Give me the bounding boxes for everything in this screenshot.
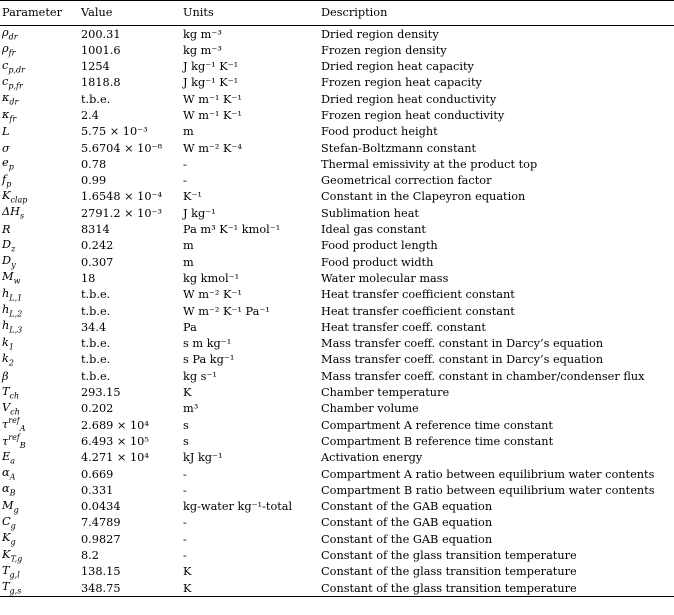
units-cell: kg-water kg⁻¹-total	[183, 500, 293, 514]
symbol-subscript: B	[19, 440, 26, 450]
table-row	[0, 336, 674, 352]
symbol-subscript: A	[19, 424, 26, 434]
symbol-base: T	[2, 580, 10, 594]
symbol-subscript: ch	[9, 390, 20, 400]
value-cell: 0.242	[81, 239, 114, 253]
table-row	[0, 75, 674, 91]
symbol-base: ρ	[2, 42, 9, 56]
header-units: Units	[181, 1, 319, 26]
value-cell: 0.99	[81, 174, 107, 188]
description-cell: Food product width	[321, 255, 434, 269]
parameter-symbol	[0, 499, 79, 515]
value-cell: 1.6548 × 10⁻⁴	[81, 190, 163, 204]
symbol-base: σ	[2, 141, 10, 155]
table-row	[0, 580, 674, 597]
description-cell: Constant of the GAB equation	[321, 516, 493, 530]
symbol-subscript: A	[9, 472, 16, 482]
value-cell: 1254	[81, 60, 110, 74]
table-row	[0, 499, 674, 515]
description-cell: Thermal emissivity at the product top	[321, 157, 538, 171]
units-cell: K	[181, 580, 319, 597]
description-cell: Frozen region heat capacity	[321, 76, 482, 90]
units-cell: kJ kg⁻¹	[183, 451, 223, 465]
header-value: Value	[79, 1, 181, 26]
symbol-base: k	[2, 351, 9, 365]
table-row	[0, 450, 674, 466]
parameter-symbol	[0, 156, 79, 172]
units-cell: -	[183, 467, 187, 481]
symbol-subscript: fr	[9, 113, 17, 123]
description-cell: Constant in the Clapeyron equation	[321, 190, 526, 204]
table-row	[0, 26, 674, 43]
value-cell: 138.15	[81, 565, 121, 579]
units-cell: -	[183, 157, 187, 171]
symbol-superscript: ref	[8, 417, 20, 426]
parameter-symbol	[0, 433, 79, 449]
symbol-subscript: z	[11, 244, 16, 254]
description-cell: Heat transfer coefficient constant	[321, 288, 515, 302]
symbol-base: e	[2, 156, 9, 170]
parameter-symbol	[0, 531, 79, 547]
value-cell: 2791.2 × 10⁻³	[81, 206, 163, 220]
table-row	[0, 156, 674, 172]
units-cell: s m kg⁻¹	[183, 337, 232, 351]
table-row	[0, 319, 674, 335]
symbol-base: R	[2, 223, 11, 237]
value-cell: 0.78	[81, 157, 107, 171]
value-cell: t.b.e.	[81, 369, 111, 383]
table-row	[0, 303, 674, 319]
table-row	[0, 238, 674, 254]
table-row	[0, 124, 674, 140]
symbol-base: f	[2, 172, 7, 186]
value-cell: 1818.8	[81, 76, 121, 90]
symbol-subscript: a	[10, 455, 16, 465]
table-row	[0, 91, 674, 107]
parameter-symbol	[0, 91, 79, 107]
value-cell: 1001.6	[81, 43, 121, 57]
symbol-subscript: 2	[8, 358, 14, 368]
units-cell: -	[183, 483, 187, 497]
description-cell: Dried region density	[321, 27, 439, 41]
description-cell: Mass transfer coeff. constant in chamber/condenser flux	[321, 369, 645, 383]
symbol-base: κ	[2, 107, 10, 121]
symbol-base: h	[2, 303, 10, 317]
description-cell: Heat transfer coefficient constant	[321, 304, 515, 318]
table-row	[0, 59, 674, 75]
symbol-base: L	[2, 125, 10, 139]
header-description: Description	[319, 1, 674, 26]
symbol-subscript: T,g	[10, 553, 23, 563]
symbol-subscript: fr	[8, 48, 16, 58]
description-cell: Mass transfer coeff. constant in Darcy’s equation	[321, 353, 604, 367]
symbol-base: T	[2, 384, 10, 398]
parameter-symbol	[0, 140, 79, 156]
description-cell: Chamber temperature	[321, 386, 450, 400]
value-cell: 0.9827	[81, 532, 121, 546]
parameter-symbol	[0, 124, 79, 140]
units-cell: W m⁻¹ K⁻¹	[183, 92, 242, 106]
symbol-subscript: g,s	[9, 586, 22, 596]
value-cell: 8.2	[81, 549, 99, 562]
description-cell: Frozen region heat conductivity	[321, 108, 505, 122]
parameter-symbol	[0, 42, 79, 58]
description-cell: Constant of the GAB equation	[321, 500, 493, 514]
symbol-base: h	[2, 319, 10, 333]
parameter-symbol	[0, 548, 79, 564]
units-cell: K	[183, 565, 192, 579]
table-row	[0, 368, 674, 384]
value-cell: 6.493 × 10⁵	[81, 434, 149, 448]
units-cell: m	[183, 255, 194, 269]
symbol-subscript: g	[10, 521, 16, 531]
symbol-subscript: p,dr	[8, 64, 25, 74]
symbol-base: c	[2, 58, 9, 72]
symbol-subscript: y	[11, 260, 16, 270]
symbol-base: K	[2, 547, 11, 561]
table-row	[0, 254, 674, 270]
value-cell: 0.331	[81, 483, 114, 497]
units-cell: kg s⁻¹	[183, 369, 217, 383]
parameter-symbol	[0, 319, 79, 335]
symbol-base: c	[2, 74, 9, 88]
value-cell: 0.202	[81, 402, 114, 416]
units-cell: s	[183, 418, 189, 432]
table-row	[0, 205, 674, 221]
description-cell: Sublimation heat	[321, 206, 419, 220]
symbol-subscript: B	[9, 488, 16, 498]
symbol-subscript: L,1	[9, 293, 23, 303]
parameter-symbol	[0, 59, 79, 75]
parameter-symbol	[0, 580, 79, 597]
units-cell: J kg⁻¹ K⁻¹	[183, 60, 239, 74]
parameter-symbol	[0, 75, 79, 91]
symbol-subscript: 1	[8, 341, 14, 351]
table-row	[0, 287, 674, 303]
units-cell: W m⁻¹ K⁻¹	[183, 108, 242, 122]
parameter-symbol	[0, 564, 79, 580]
value-cell: 348.75	[79, 580, 181, 597]
description-cell: Compartment A reference time constant	[321, 418, 553, 432]
parameter-symbol	[0, 368, 79, 384]
symbol-base: τ	[2, 418, 9, 432]
value-cell: 2.4	[81, 108, 99, 122]
description-cell: Water molecular mass	[321, 271, 449, 285]
header-row	[0, 1, 674, 26]
value-cell: 8314	[81, 223, 110, 237]
symbol-base: K	[2, 531, 11, 545]
symbol-subscript: g	[10, 537, 16, 547]
table-row	[0, 515, 674, 531]
units-cell: J kg⁻¹ K⁻¹	[183, 76, 239, 90]
value-cell: 18	[81, 271, 96, 285]
value-cell: 4.271 × 10⁴	[81, 451, 149, 465]
units-cell: -	[183, 174, 187, 188]
units-cell: W m⁻² K⁻¹	[183, 288, 242, 302]
units-cell: -	[183, 532, 187, 546]
symbol-base: h	[2, 286, 10, 300]
symbol-base: M	[2, 498, 14, 512]
description-cell: Compartment A ratio between equilibrium water contents	[321, 467, 655, 481]
parameter-symbol	[0, 254, 79, 270]
value-cell: t.b.e.	[81, 337, 111, 351]
value-cell: 2.689 × 10⁴	[81, 418, 149, 432]
parameter-symbol	[0, 189, 79, 205]
symbol-subscript: ch	[10, 407, 20, 417]
table-row	[0, 107, 674, 123]
symbol-base: E	[2, 449, 11, 463]
units-cell: -	[183, 516, 187, 530]
header-parameter: Parameter	[0, 1, 79, 26]
description-cell: Geometrical correction factor	[321, 174, 492, 188]
value-cell: 200.31	[81, 27, 121, 41]
symbol-base: τ	[2, 434, 9, 448]
symbol-subscript: dr	[9, 97, 19, 107]
symbol-subscript: g	[13, 504, 19, 514]
units-cell: J kg⁻¹	[183, 206, 216, 220]
parameter-symbol	[0, 450, 79, 466]
symbol-base: C	[2, 514, 11, 528]
parameter-symbol	[0, 303, 79, 319]
symbol-subscript: L,2	[9, 309, 23, 319]
value-cell: 5.75 × 10⁻³	[81, 125, 148, 139]
symbol-base: K	[2, 188, 11, 202]
table-row	[0, 189, 674, 205]
units-cell: -	[183, 549, 187, 562]
symbol-base: κ	[2, 91, 10, 105]
value-cell: t.b.e.	[81, 288, 111, 302]
value-cell: 7.4789	[81, 516, 121, 530]
table-row	[0, 222, 674, 238]
table-row	[0, 564, 674, 580]
symbol-base: M	[2, 270, 14, 284]
units-cell: Pa	[183, 320, 197, 334]
units-cell: s	[183, 434, 189, 448]
parameter-symbol	[0, 515, 79, 531]
parameter-symbol	[0, 417, 79, 433]
parameter-symbol	[0, 173, 79, 189]
units-cell: m³	[183, 402, 199, 416]
table-row	[0, 531, 674, 547]
description-cell: Constant of the GAB equation	[321, 532, 493, 546]
symbol-base: k	[2, 335, 9, 349]
description-cell: Heat transfer coeff. constant	[321, 320, 486, 334]
description-cell: Frozen region density	[321, 43, 447, 57]
units-cell: kg m⁻³	[183, 27, 222, 41]
symbol-subscript: s	[20, 211, 25, 221]
parameter-symbol	[0, 287, 79, 303]
symbol-base: T	[2, 563, 10, 577]
table-row	[0, 270, 674, 286]
table-body	[0, 26, 674, 597]
value-cell: 0.669	[81, 467, 114, 481]
table-row	[0, 433, 674, 449]
parameter-symbol	[0, 238, 79, 254]
symbol-base: D	[2, 254, 12, 268]
symbol-base: V	[2, 400, 11, 414]
description-cell: Dried region heat conductivity	[321, 92, 497, 106]
value-cell: t.b.e.	[81, 92, 111, 106]
parameter-symbol	[0, 222, 79, 238]
units-cell: kg kmol⁻¹	[183, 271, 240, 285]
symbol-base: β	[2, 369, 9, 383]
value-cell: 5.6704 × 10⁻⁸	[81, 141, 163, 155]
value-cell: 293.15	[81, 386, 121, 400]
units-cell: W m⁻² K⁻⁴	[183, 141, 242, 155]
units-cell: m	[183, 239, 194, 253]
symbol-base: ρ	[2, 26, 9, 40]
symbol-base: α	[2, 466, 10, 480]
description-cell: Dried region heat capacity	[321, 60, 474, 74]
units-cell: s Pa kg⁻¹	[183, 353, 235, 367]
parameter-symbol	[0, 26, 79, 43]
table-row	[0, 548, 674, 564]
table-row	[0, 401, 674, 417]
table-row	[0, 140, 674, 156]
description-cell: Constant of the glass transition temperature	[321, 565, 577, 579]
parameter-symbol	[0, 336, 79, 352]
units-cell: W m⁻² K⁻¹ Pa⁻¹	[183, 304, 270, 318]
description-cell: Compartment B reference time constant	[321, 434, 554, 448]
parameter-symbol	[0, 107, 79, 123]
table-row	[0, 173, 674, 189]
table-row	[0, 352, 674, 368]
parameter-symbol	[0, 385, 79, 401]
units-cell: m	[183, 125, 194, 139]
parameter-symbol	[0, 482, 79, 498]
table-row	[0, 385, 674, 401]
table-row	[0, 466, 674, 482]
description-cell: Constant of the glass transition temperature	[319, 580, 674, 597]
units-cell: K	[183, 386, 192, 400]
symbol-base: ΔH	[2, 205, 21, 219]
symbol-subscript: L,3	[9, 325, 23, 335]
symbol-subscript: p,fr	[8, 81, 23, 91]
value-cell: 0.307	[81, 255, 114, 269]
symbol-subscript: w	[13, 276, 21, 286]
units-cell: K⁻¹	[183, 190, 202, 204]
table-header	[0, 1, 674, 26]
description-cell: Ideal gas constant	[321, 223, 426, 237]
symbol-superscript: ref	[8, 433, 20, 442]
units-cell: kg m⁻³	[183, 43, 222, 57]
symbol-base: D	[2, 237, 12, 251]
description-cell: Chamber volume	[321, 402, 419, 416]
symbol-subscript: p	[6, 178, 12, 188]
value-cell: t.b.e.	[81, 304, 111, 318]
symbol-subscript: dr	[8, 32, 18, 42]
parameter-symbol	[0, 466, 79, 482]
table-row	[0, 417, 674, 433]
table-row	[0, 482, 674, 498]
parameter-symbol	[0, 270, 79, 286]
description-cell: Compartment B ratio between equilibrium water contents	[321, 483, 655, 497]
value-cell: 0.0434	[81, 500, 121, 514]
parameter-symbol	[0, 205, 79, 221]
description-cell: Mass transfer coeff. constant in Darcy’s equation	[321, 337, 604, 351]
symbol-subscript: p	[8, 162, 14, 172]
description-cell: Food product length	[321, 239, 438, 253]
value-cell: t.b.e.	[81, 353, 111, 367]
units-cell: Pa m³ K⁻¹ kmol⁻¹	[183, 223, 281, 237]
parameter-symbol	[0, 352, 79, 368]
description-cell: Stefan-Boltzmann constant	[321, 141, 477, 155]
symbol-base: α	[2, 482, 10, 496]
symbol-subscript: clap	[10, 195, 28, 205]
description-cell: Activation energy	[321, 451, 423, 465]
table-row	[0, 42, 674, 58]
parameter-symbol	[0, 401, 79, 417]
symbol-subscript: g,l	[9, 570, 20, 580]
value-cell: 34.4	[81, 320, 107, 334]
description-cell: Constant of the glass transition temperature	[321, 549, 577, 562]
description-cell: Food product height	[321, 125, 438, 139]
